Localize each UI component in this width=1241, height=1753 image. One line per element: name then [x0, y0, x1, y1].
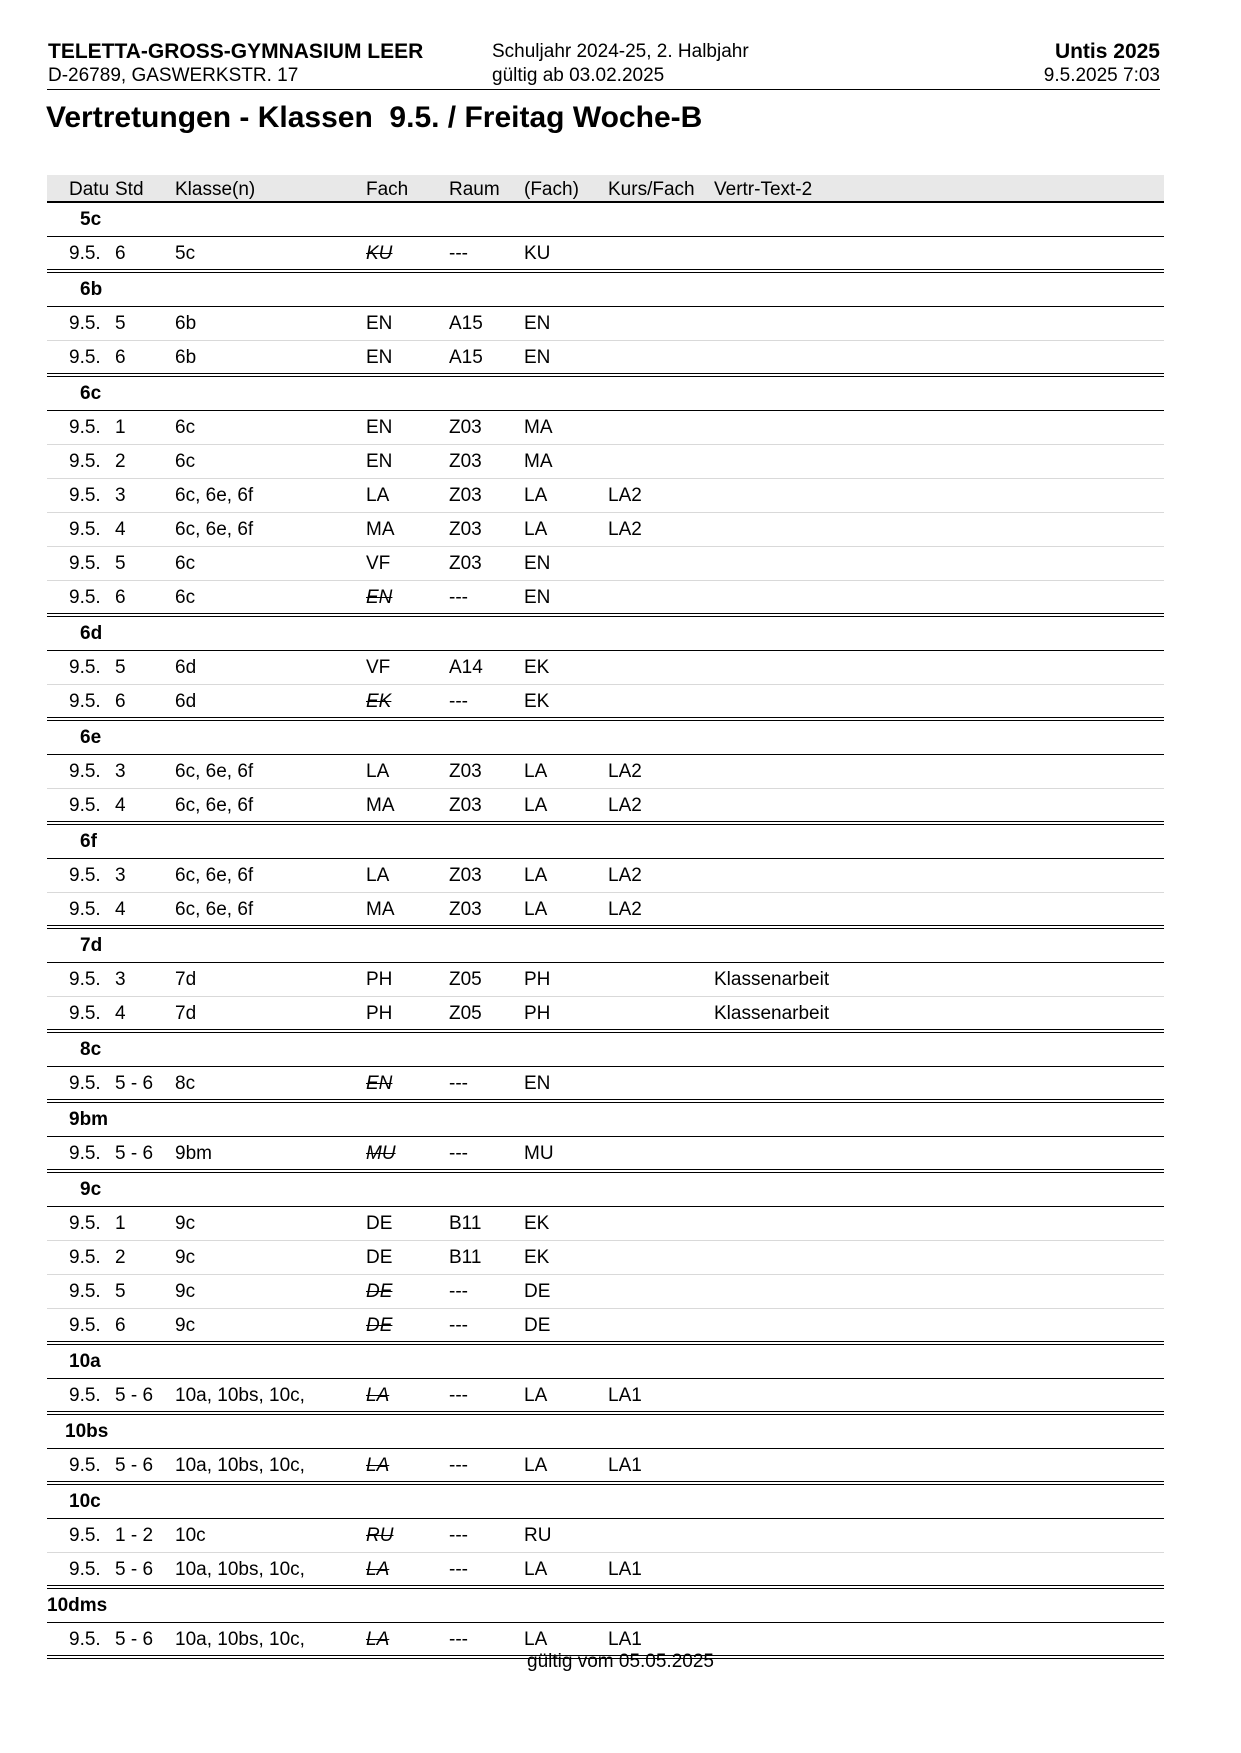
cell-period: 4	[115, 1003, 126, 1024]
cell-subject: PH	[366, 969, 393, 990]
cell-room: Z03	[449, 485, 482, 506]
table-row	[47, 547, 1164, 581]
class-group-label: 6c	[80, 383, 102, 404]
cell-date: 9.5.	[69, 1003, 101, 1024]
cell-room: ---	[449, 691, 468, 712]
cell-original-subject: EK	[524, 1213, 550, 1234]
column-header-classes: Klasse(n)	[175, 179, 256, 200]
cell-period: 1 - 2	[115, 1525, 154, 1546]
table-row	[47, 479, 1164, 513]
cell-course: LA1	[608, 1455, 642, 1476]
cell-original-subject: LA	[524, 519, 548, 540]
cell-classes: 10a, 10bs, 10c,	[175, 1455, 305, 1476]
cell-original-subject: PH	[524, 1003, 551, 1024]
table-body	[47, 203, 1164, 1659]
cell-classes: 6d	[175, 657, 197, 678]
class-group-label: 6b	[80, 279, 103, 300]
cell-original-subject: LA	[524, 865, 548, 886]
cell-classes: 6c, 6e, 6f	[175, 865, 254, 886]
cell-room: ---	[449, 1385, 468, 1406]
cell-room: Z03	[449, 519, 482, 540]
cell-note: Klassenarbeit	[714, 1003, 830, 1024]
cell-date: 9.5.	[69, 1315, 101, 1336]
cell-date: 9.5.	[69, 865, 101, 886]
cell-date: 9.5.	[69, 1385, 101, 1406]
cell-date: 9.5.	[69, 1143, 101, 1164]
valid-from-date: gültig ab 03.02.2025	[492, 65, 665, 86]
cell-classes: 8c	[175, 1073, 196, 1094]
cell-date: 9.5.	[69, 795, 101, 816]
cell-classes: 7d	[175, 1003, 197, 1024]
table-row	[47, 1553, 1164, 1589]
cell-classes: 9bm	[175, 1143, 212, 1164]
class-group-label: 7d	[80, 935, 103, 956]
cell-period: 1	[115, 1213, 126, 1234]
cell-course: LA2	[608, 899, 642, 920]
cell-date: 9.5.	[69, 243, 101, 264]
cell-original-subject: KU	[524, 243, 551, 264]
cell-room: Z03	[449, 553, 482, 574]
cell-subject: VF	[366, 553, 391, 574]
header-divider	[47, 89, 1160, 90]
class-group-header	[47, 1103, 1164, 1137]
cell-subject: EN	[366, 347, 393, 368]
cell-classes: 10a, 10bs, 10c,	[175, 1629, 305, 1650]
cell-subject: EK	[366, 691, 392, 712]
class-group-label: 8c	[80, 1039, 102, 1060]
cell-period: 6	[115, 347, 126, 368]
cell-subject: RU	[366, 1525, 394, 1546]
cell-date: 9.5.	[69, 347, 101, 368]
class-group-header	[47, 203, 1164, 237]
cell-subject: EN	[366, 1073, 393, 1094]
class-group-header	[47, 1415, 1164, 1449]
class-group-header	[47, 1033, 1164, 1067]
class-group-label: 9bm	[69, 1109, 109, 1130]
cell-date: 9.5.	[69, 417, 101, 438]
cell-period: 6	[115, 1315, 126, 1336]
cell-date: 9.5.	[69, 1559, 101, 1580]
cell-room: ---	[449, 1525, 468, 1546]
cell-original-subject: LA	[524, 1559, 548, 1580]
class-group-header	[47, 617, 1164, 651]
school-year: Schuljahr 2024-25, 2. Halbjahr	[492, 41, 749, 62]
cell-course: LA1	[608, 1629, 642, 1650]
cell-period: 5 - 6	[115, 1073, 154, 1094]
cell-course: LA1	[608, 1559, 642, 1580]
column-header-course: Kurs/Fach	[608, 179, 695, 200]
cell-room: Z03	[449, 417, 482, 438]
cell-date: 9.5.	[69, 657, 101, 678]
cell-classes: 6c, 6e, 6f	[175, 519, 254, 540]
class-group-header	[47, 825, 1164, 859]
table-row	[47, 685, 1164, 721]
software-name: Untis 2025	[1054, 40, 1160, 63]
cell-period: 1	[115, 417, 126, 438]
cell-date: 9.5.	[69, 1213, 101, 1234]
cell-original-subject: DE	[524, 1315, 551, 1336]
cell-room: A14	[449, 657, 483, 678]
cell-subject: LA	[366, 865, 390, 886]
cell-room: ---	[449, 587, 468, 608]
cell-room: ---	[449, 1629, 468, 1650]
table-row	[47, 789, 1164, 825]
cell-classes: 7d	[175, 969, 197, 990]
cell-period: 6	[115, 587, 126, 608]
cell-original-subject: LA	[524, 1455, 548, 1476]
cell-subject: KU	[366, 243, 393, 264]
cell-room: ---	[449, 1315, 468, 1336]
cell-period: 3	[115, 969, 126, 990]
footer-validity: gültig vom 05.05.2025	[527, 1651, 714, 1672]
table-row	[47, 445, 1164, 479]
cell-room: Z03	[449, 865, 482, 886]
class-group-label: 10c	[69, 1491, 101, 1512]
cell-subject: EN	[366, 417, 393, 438]
table-row	[47, 581, 1164, 617]
cell-room: A15	[449, 347, 483, 368]
cell-room: B11	[449, 1247, 482, 1268]
cell-subject: DE	[366, 1281, 393, 1302]
cell-room: ---	[449, 243, 468, 264]
column-header-subject: Fach	[366, 179, 409, 200]
cell-room: Z03	[449, 761, 482, 782]
cell-subject: MA	[366, 899, 395, 920]
table-row	[47, 963, 1164, 997]
cell-classes: 6c	[175, 553, 196, 574]
cell-classes: 10a, 10bs, 10c,	[175, 1385, 305, 1406]
cell-room: A15	[449, 313, 483, 334]
class-group-label: 6e	[80, 727, 102, 748]
table-row	[47, 997, 1164, 1033]
cell-date: 9.5.	[69, 1281, 101, 1302]
cell-subject: MA	[366, 795, 395, 816]
cell-date: 9.5.	[69, 587, 101, 608]
cell-subject: PH	[366, 1003, 393, 1024]
cell-subject: LA	[366, 485, 390, 506]
cell-period: 3	[115, 761, 126, 782]
cell-original-subject: EK	[524, 691, 550, 712]
table-row	[47, 1379, 1164, 1415]
table-row	[47, 651, 1164, 685]
cell-original-subject: EN	[524, 313, 551, 334]
cell-period: 4	[115, 519, 126, 540]
class-group-label: 5c	[80, 209, 102, 230]
cell-date: 9.5.	[69, 553, 101, 574]
cell-classes: 5c	[175, 243, 196, 264]
cell-room: Z03	[449, 795, 482, 816]
cell-original-subject: RU	[524, 1525, 552, 1546]
cell-room: Z05	[449, 1003, 482, 1024]
cell-classes: 6b	[175, 313, 197, 334]
table-row	[47, 1519, 1164, 1553]
class-group-header	[47, 377, 1164, 411]
cell-date: 9.5.	[69, 969, 101, 990]
cell-period: 3	[115, 485, 126, 506]
cell-subject: DE	[366, 1213, 393, 1234]
class-group-label: 9c	[80, 1179, 102, 1200]
cell-subject: EN	[366, 587, 393, 608]
class-group-label: 10a	[69, 1351, 101, 1372]
cell-period: 5	[115, 553, 126, 574]
class-group-label: 6f	[80, 831, 97, 852]
class-group-header	[47, 1589, 1164, 1623]
cell-classes: 6c	[175, 451, 196, 472]
cell-date: 9.5.	[69, 1629, 101, 1650]
table-row	[47, 1137, 1164, 1173]
cell-date: 9.5.	[69, 519, 101, 540]
cell-subject: EN	[366, 451, 393, 472]
cell-classes: 10a, 10bs, 10c,	[175, 1559, 305, 1580]
cell-period: 5	[115, 1281, 126, 1302]
column-header-period: Std	[115, 179, 144, 200]
cell-room: B11	[449, 1213, 482, 1234]
class-group-header	[47, 721, 1164, 755]
cell-course: LA2	[608, 795, 642, 816]
page-title: Vertretungen - Klassen 9.5. / Freitag Woche-B	[46, 101, 703, 134]
cell-classes: 6d	[175, 691, 197, 712]
column-header-date: Datu	[69, 179, 110, 200]
cell-period: 5 - 6	[115, 1455, 154, 1476]
school-address: D-26789, GASWERKSTR. 17	[48, 65, 299, 86]
cell-original-subject: MA	[524, 451, 553, 472]
cell-course: LA2	[608, 519, 642, 540]
class-group-header	[47, 273, 1164, 307]
cell-date: 9.5.	[69, 1247, 101, 1268]
cell-room: Z05	[449, 969, 482, 990]
cell-original-subject: EN	[524, 553, 551, 574]
cell-classes: 6c, 6e, 6f	[175, 485, 254, 506]
cell-original-subject: DE	[524, 1281, 551, 1302]
table-row	[47, 1449, 1164, 1485]
cell-period: 5 - 6	[115, 1559, 154, 1580]
table-row	[47, 1207, 1164, 1241]
column-header-room: Raum	[449, 179, 500, 200]
cell-period: 2	[115, 451, 126, 472]
cell-classes: 6c, 6e, 6f	[175, 899, 254, 920]
cell-course: LA2	[608, 761, 642, 782]
class-group-label: 10bs	[65, 1421, 109, 1442]
cell-subject: MU	[366, 1143, 396, 1164]
cell-subject: EN	[366, 313, 393, 334]
cell-original-subject: LA	[524, 795, 548, 816]
class-group-header	[47, 1345, 1164, 1379]
class-group-label: 10dms	[47, 1595, 108, 1616]
cell-classes: 6c, 6e, 6f	[175, 795, 254, 816]
cell-subject: MA	[366, 519, 395, 540]
cell-room: Z03	[449, 899, 482, 920]
cell-subject: LA	[366, 1629, 390, 1650]
cell-period: 6	[115, 691, 126, 712]
cell-subject: DE	[366, 1315, 393, 1336]
cell-subject: LA	[366, 1559, 390, 1580]
cell-room: ---	[449, 1559, 468, 1580]
cell-classes: 9c	[175, 1315, 196, 1336]
class-group-header	[47, 1173, 1164, 1207]
cell-course: LA1	[608, 1385, 642, 1406]
cell-date: 9.5.	[69, 485, 101, 506]
cell-course: LA2	[608, 865, 642, 886]
table-row	[47, 237, 1164, 273]
table-row	[47, 1309, 1164, 1345]
substitution-table	[47, 175, 1164, 1659]
table-row	[47, 513, 1164, 547]
cell-original-subject: LA	[524, 1385, 548, 1406]
cell-period: 4	[115, 795, 126, 816]
cell-date: 9.5.	[69, 1455, 101, 1476]
cell-original-subject: LA	[524, 1629, 548, 1650]
cell-original-subject: EN	[524, 587, 551, 608]
cell-room: ---	[449, 1073, 468, 1094]
cell-original-subject: LA	[524, 761, 548, 782]
cell-date: 9.5.	[69, 451, 101, 472]
cell-room: ---	[449, 1455, 468, 1476]
cell-subject: VF	[366, 657, 391, 678]
table-row	[47, 893, 1164, 929]
cell-original-subject: EN	[524, 347, 551, 368]
table-row	[47, 411, 1164, 445]
cell-date: 9.5.	[69, 899, 101, 920]
cell-classes: 6c	[175, 417, 196, 438]
cell-subject: LA	[366, 761, 390, 782]
cell-original-subject: MA	[524, 417, 553, 438]
cell-date: 9.5.	[69, 691, 101, 712]
cell-classes: 10c	[175, 1525, 206, 1546]
cell-period: 5 - 6	[115, 1385, 154, 1406]
school-name: TELETTA-GROSS-GYMNASIUM LEER	[48, 40, 424, 63]
cell-classes: 6b	[175, 347, 197, 368]
cell-original-subject: EK	[524, 657, 550, 678]
table-row	[47, 755, 1164, 789]
class-group-label: 6d	[80, 623, 103, 644]
cell-original-subject: PH	[524, 969, 551, 990]
column-header-row	[47, 175, 1164, 203]
cell-note: Klassenarbeit	[714, 969, 830, 990]
cell-date: 9.5.	[69, 1073, 101, 1094]
print-timestamp: 9.5.2025 7:03	[1043, 65, 1160, 86]
table-row	[47, 1067, 1164, 1103]
column-header-original-subject: (Fach)	[524, 179, 579, 200]
cell-date: 9.5.	[69, 313, 101, 334]
cell-period: 5	[115, 313, 126, 334]
table-row	[47, 1241, 1164, 1275]
class-group-header	[47, 1485, 1164, 1519]
cell-period: 2	[115, 1247, 126, 1268]
cell-original-subject: EK	[524, 1247, 550, 1268]
column-header-note: Vertr-Text-2	[714, 179, 813, 200]
cell-room: Z03	[449, 451, 482, 472]
cell-original-subject: LA	[524, 485, 548, 506]
cell-original-subject: LA	[524, 899, 548, 920]
cell-period: 4	[115, 899, 126, 920]
cell-classes: 6c, 6e, 6f	[175, 761, 254, 782]
cell-subject: LA	[366, 1385, 390, 1406]
table-row	[47, 1275, 1164, 1309]
table-row	[47, 307, 1164, 341]
table-row	[47, 859, 1164, 893]
cell-subject: DE	[366, 1247, 393, 1268]
class-group-header	[47, 929, 1164, 963]
cell-classes: 9c	[175, 1281, 196, 1302]
table-row	[47, 341, 1164, 377]
cell-date: 9.5.	[69, 761, 101, 782]
cell-classes: 9c	[175, 1213, 196, 1234]
cell-period: 3	[115, 865, 126, 886]
cell-room: ---	[449, 1143, 468, 1164]
cell-period: 5 - 6	[115, 1143, 154, 1164]
cell-original-subject: EN	[524, 1073, 551, 1094]
cell-room: ---	[449, 1281, 468, 1302]
cell-classes: 6c	[175, 587, 196, 608]
cell-original-subject: MU	[524, 1143, 554, 1164]
cell-classes: 9c	[175, 1247, 196, 1268]
cell-period: 5	[115, 657, 126, 678]
cell-course: LA2	[608, 485, 642, 506]
cell-subject: LA	[366, 1455, 390, 1476]
cell-period: 6	[115, 243, 126, 264]
cell-period: 5 - 6	[115, 1629, 154, 1650]
cell-date: 9.5.	[69, 1525, 101, 1546]
